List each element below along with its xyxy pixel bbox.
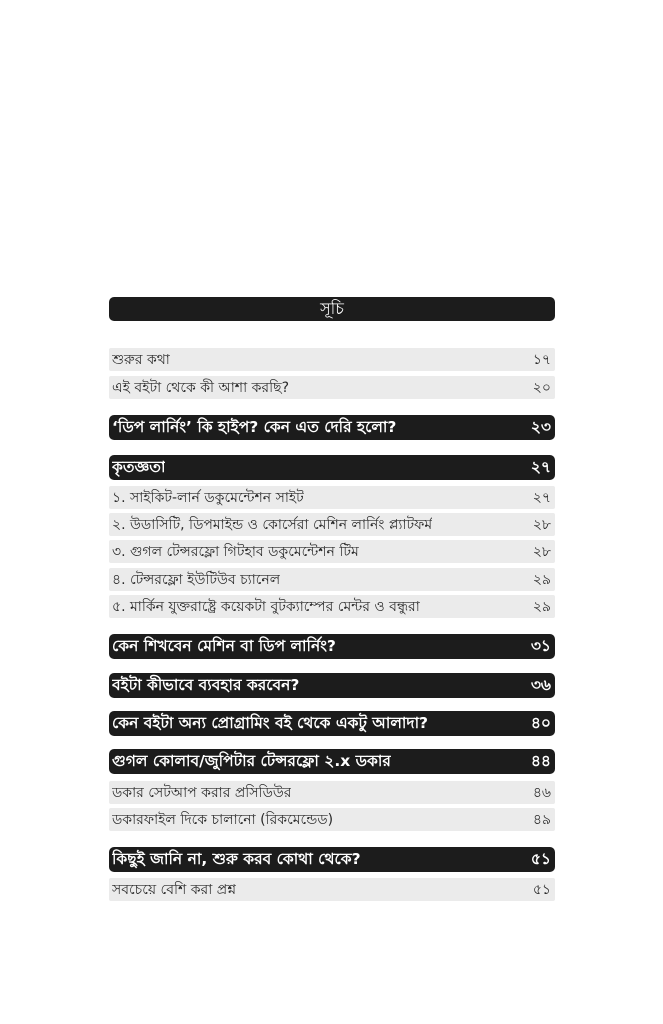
- toc-entry-page: ২৭: [532, 489, 551, 506]
- toc-chapter[interactable]: [109, 673, 555, 698]
- toc-entry-page: ৪৯: [532, 811, 551, 828]
- toc-entry-label: শুরুর কথা: [112, 351, 170, 368]
- toc-entry-label: ডকার সেটআপ করার প্রসিডিউর: [112, 784, 292, 801]
- toc-chapter-label: কিছুই জানি না, শুরু করব কোথা থেকে?: [112, 849, 361, 868]
- toc-chapter-label: কেন শিখবেন মেশিন বা ডিপ লার্নিং?: [112, 636, 336, 655]
- toc-chapter[interactable]: [109, 711, 555, 736]
- toc-chapter-label: কৃতজ্ঞতা: [112, 457, 166, 476]
- toc-entry-label: এই বইটা থেকে কী আশা করছি?: [112, 379, 289, 396]
- toc-entry-label: ৪. টেন্সরফ্লো ইউটিউব চ্যানেল: [112, 571, 281, 588]
- toc-entry-page: ৫১: [532, 881, 551, 898]
- toc-entry-label: ডকারফাইল দিকে চালানো (রিকমেন্ডেড): [112, 811, 334, 828]
- toc-chapter-page: ৫১: [530, 849, 551, 868]
- toc-entry-page: ১৭: [532, 351, 551, 368]
- toc-entry[interactable]: [109, 540, 555, 563]
- toc-entry[interactable]: [109, 781, 555, 804]
- toc-entry-page: ২৯: [532, 571, 551, 588]
- toc-entry-label: ৫. মার্কিন যুক্তরাষ্ট্রে কয়েকটা বুটক্যাম্পের মেন্টর ও বন্ধুরা: [112, 598, 420, 615]
- toc-chapter-page: ৩৬: [530, 675, 551, 694]
- toc-entry[interactable]: [109, 595, 555, 618]
- toc-chapter-page: ২৩: [530, 417, 551, 436]
- toc-chapter[interactable]: [109, 847, 555, 872]
- toc-chapter-page: ৩১: [530, 636, 551, 655]
- toc-entry[interactable]: [109, 568, 555, 591]
- toc-entry[interactable]: [109, 348, 555, 371]
- toc-title-bar: [109, 297, 555, 321]
- toc-entry-page: ২৮: [532, 543, 551, 560]
- toc-chapter[interactable]: [109, 634, 555, 659]
- toc-entry-label: ১. সাইকিট-লার্ন ডকুমেন্টেশন সাইট: [112, 489, 304, 506]
- toc-chapter-page: ৪০: [530, 713, 551, 732]
- toc-entry-page: ২০: [532, 379, 551, 396]
- toc-chapter-label: ‘ডিপ লার্নিং’ কি হাইপ? কেন এত দেরি হলো?: [112, 417, 397, 436]
- toc-chapter-label: গুগল কোলাব/জুপিটার টেন্সরফ্লো ২.x ডকার: [112, 751, 391, 770]
- toc-entry-label: ৩. গুগল টেন্সরফ্লো গিটহাব ডকুমেন্টেশন টিম: [112, 543, 359, 560]
- toc-chapter-page: ২৭: [530, 457, 551, 476]
- toc-entry-page: ২৯: [532, 598, 551, 615]
- toc-entry[interactable]: [109, 376, 555, 399]
- toc-entry-page: ৪৬: [532, 784, 551, 801]
- toc-title: সূচি: [320, 298, 344, 318]
- toc-chapter-label: বইটা কীভাবে ব্যবহার করবেন?: [112, 675, 300, 694]
- toc-entry-label: ২. উডাসিটি, ডিপমাইন্ড ও কোর্সেরা মেশিন লার্নিং প্ল্যাটফর্ম: [112, 516, 433, 533]
- toc-entry[interactable]: [109, 486, 555, 509]
- toc-chapter[interactable]: [109, 749, 555, 774]
- toc-entry[interactable]: [109, 513, 555, 536]
- toc-entry[interactable]: [109, 808, 555, 831]
- toc-entry[interactable]: [109, 878, 555, 901]
- toc-chapter-page: ৪৪: [530, 751, 551, 770]
- toc-chapter[interactable]: [109, 415, 555, 440]
- toc-chapter-label: কেন বইটা অন্য প্রোগ্রামিং বই থেকে একটু আলাদা?: [112, 713, 429, 732]
- toc-entry-page: ২৮: [532, 516, 551, 533]
- toc-chapter[interactable]: [109, 455, 555, 480]
- toc-entry-label: সবচেয়ে বেশি করা প্রশ্ন: [112, 881, 237, 898]
